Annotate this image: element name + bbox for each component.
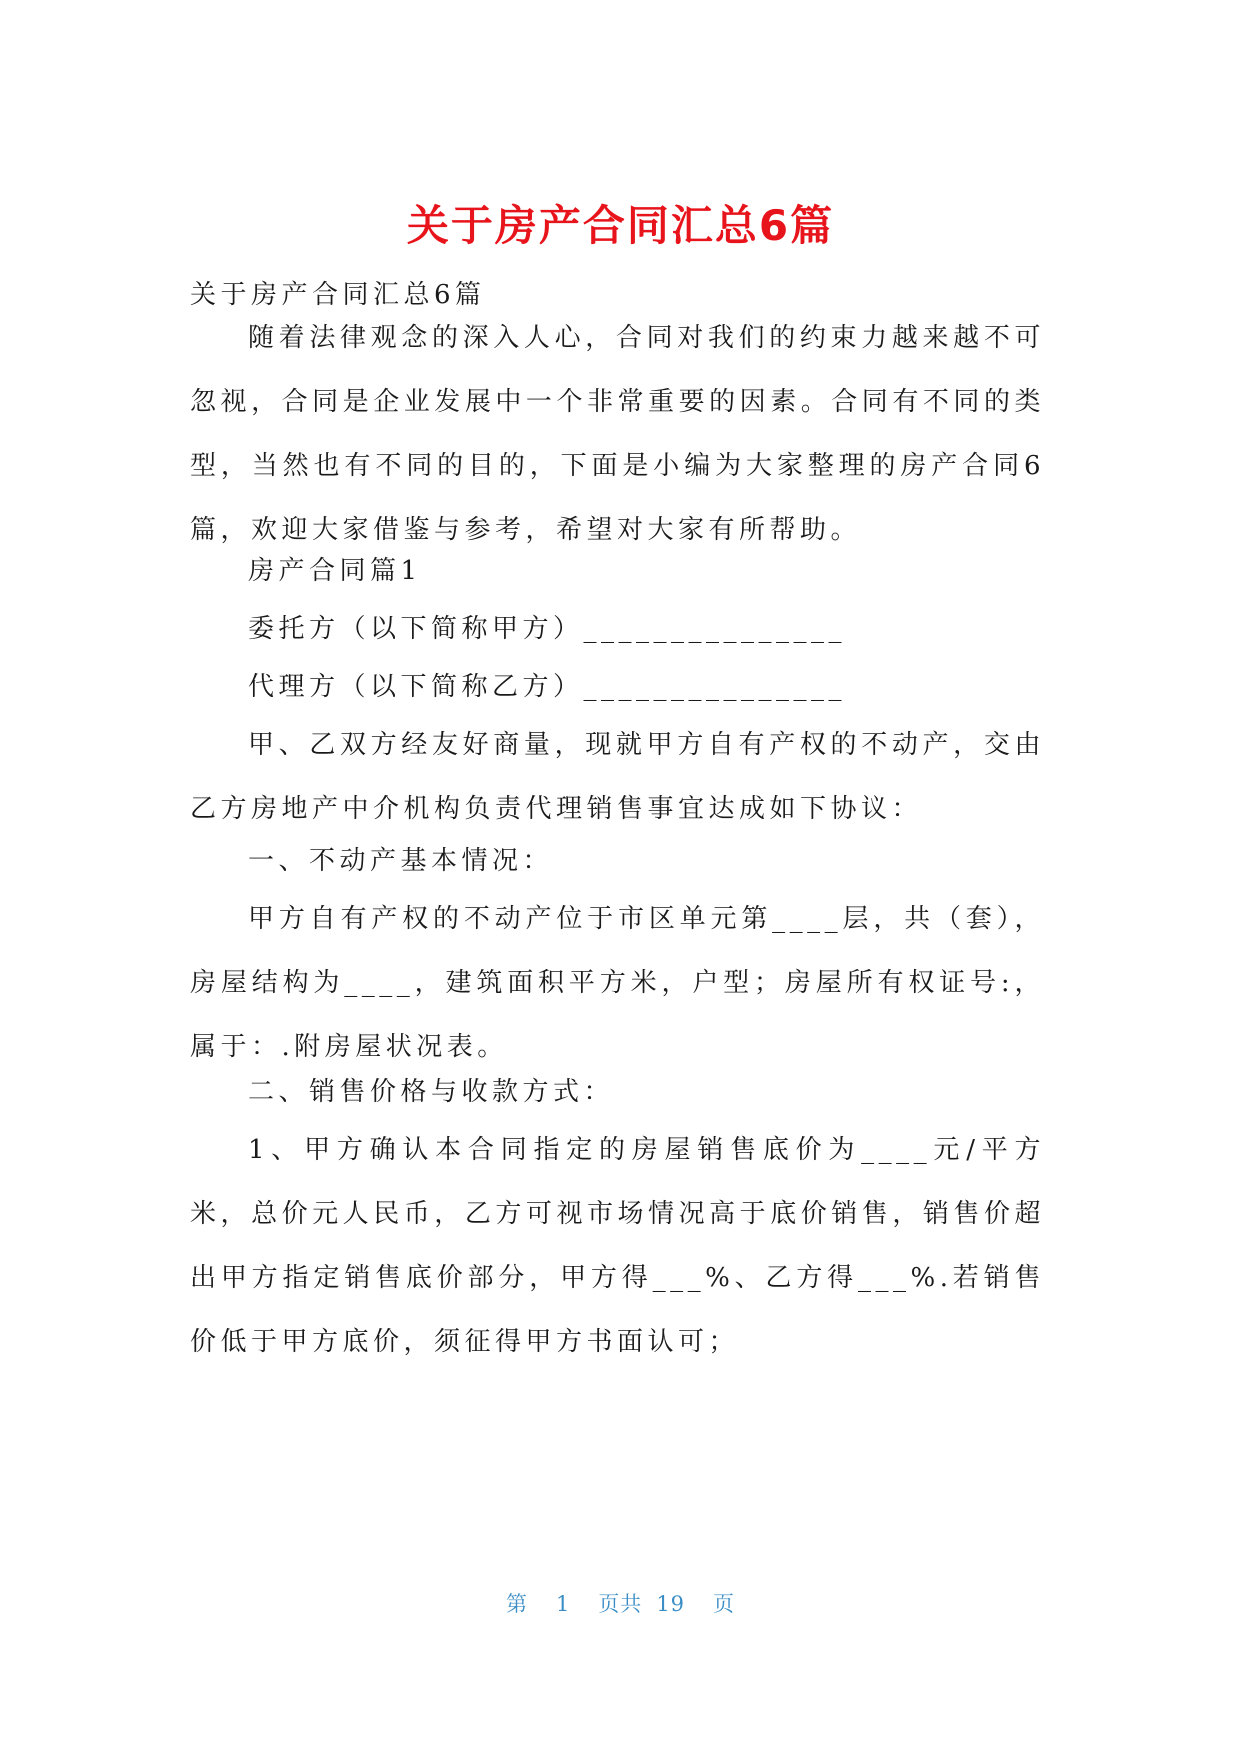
- document-title: 关于房产合同汇总6篇: [406, 201, 835, 250]
- agreement-paragraph: 甲、乙双方经友好商量，现就甲方自有产权的不动产，交由乙方房地产中介机构负责代理销售事宜达成如下协议：: [190, 730, 1045, 824]
- party-a-line: 委托方（以下简称甲方）_______________: [248, 614, 847, 644]
- intro-paragraph: 随着法律观念的深入人心，合同对我们的约束力越来越不可忽视，合同是企业发展中一个非常重要的因素。合同有不同的类型，当然也有不同的目的，下面是小编为大家整理的房产合同6篇，欢迎大家借鉴与参考，希望对大家有所帮助。: [190, 323, 1045, 545]
- footer-total-pages: 19: [656, 1592, 686, 1616]
- clause-2-item-1: 1、甲方确认本合同指定的房屋销售底价为____元/平方米，总价元人民币，乙方可视市场情况高于底价销售，销售价超出甲方指定销售底价部分，甲方得___%、乙方得___%.若销售价低于甲方底价，须征得甲方书面认可；: [190, 1135, 1045, 1357]
- subtitle-line: 关于房产合同汇总6篇: [190, 280, 486, 310]
- footer-page-suffix: 页: [713, 1592, 736, 1616]
- footer-page-number: 1: [555, 1592, 571, 1616]
- section-heading: 房产合同篇1: [248, 556, 422, 586]
- clause-2-heading: 二、销售价格与收款方式：: [248, 1077, 615, 1107]
- footer-page-prefix: 第: [505, 1592, 528, 1616]
- page-footer: [0, 1588, 1241, 1618]
- clause-1-heading: 一、不动产基本情况：: [248, 846, 554, 876]
- footer-page-mid: 页共: [598, 1592, 643, 1616]
- party-b-line: 代理方（以下简称乙方）_______________: [248, 672, 847, 702]
- clause-1-text: 甲方自有产权的不动产位于市区单元第____层，共（套），房屋结构为____，建筑面积平方米，户型；房屋所有权证号:，属于：.附房屋状况表。: [190, 904, 1045, 1062]
